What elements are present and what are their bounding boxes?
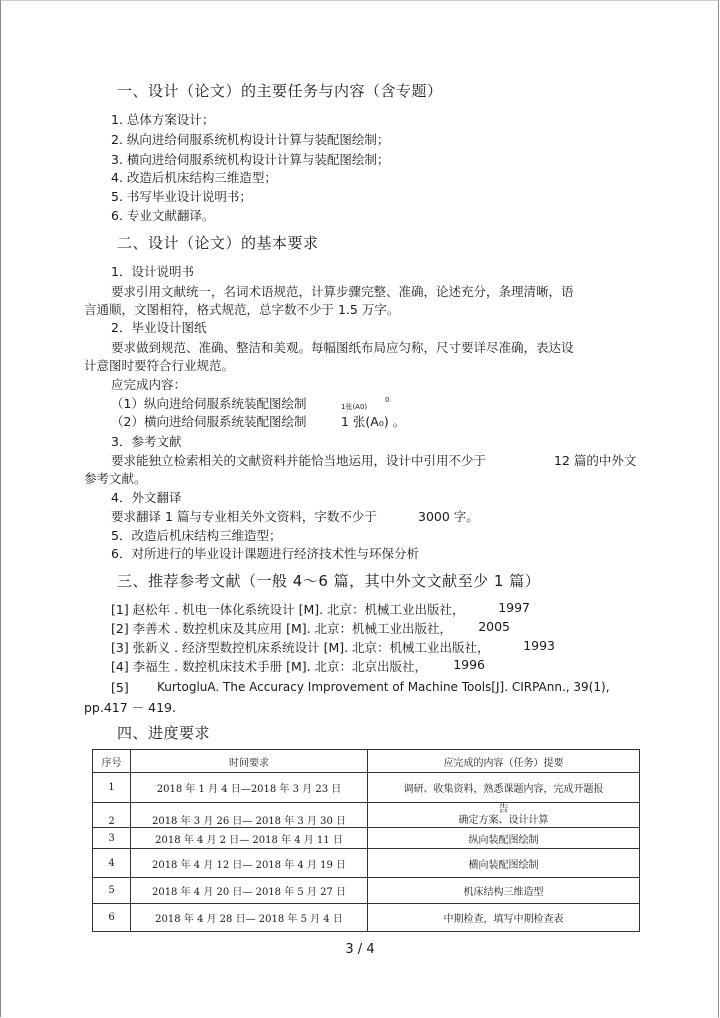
ref-3 <box>111 638 555 656</box>
req3-line1b: 12 篇的中外文 <box>554 453 637 468</box>
req3-line1a: 要求能独立检索相关的文献资料并能恰当地运用，设计中引用不少于 <box>111 453 487 468</box>
req6: 6．对所进行的毕业设计课题进行经济技术性与环保分析 <box>111 546 419 561</box>
ref-3-year: 1993 <box>523 638 555 653</box>
ref-5-num: [5] <box>111 680 129 695</box>
ref-4-text: [4] 李福生 . 数控机床技术手册 [M]. 北京：北京出版社， <box>111 659 428 674</box>
table-row <box>93 904 640 932</box>
section3-heading: 三、推荐参考文献（一般 4～6 篇，其中外文文献至少 1 篇） <box>117 572 541 590</box>
req4-line1a: 要求翻译 1 篇与专业相关外文资料，字数不少于 <box>111 509 377 524</box>
task-item-3: 3. 横向进给伺服系统机构设计计算与装配图绘制； <box>111 152 390 167</box>
drawing-1: （1）纵向进给伺服系统装配图绘制 <box>111 396 307 411</box>
row-task: 机床结构三维造型 <box>368 878 640 904</box>
req1-line2: 言通顺，文图相符，格式规范，总字数不少于 1.5 万字。 <box>84 302 400 317</box>
drawing-2: （2）横向进给伺服系统装配图绘制 <box>111 414 307 429</box>
row-task: 确定方案、设计计算 <box>458 815 549 826</box>
section4-heading: 四、进度要求 <box>117 724 211 742</box>
row-time: 2018 年 4 月 12 日— 2018 年 4 月 19 日 <box>131 849 368 878</box>
req3-line2: 参考文献。 <box>84 471 147 486</box>
section2-heading: 二、设计（论文）的基本要求 <box>117 234 319 252</box>
col-header-time: 时间要求 <box>131 750 368 773</box>
row-task: 纵向装配图绘制 <box>368 828 640 849</box>
task-item-5: 5. 书写毕业设计说明书； <box>111 189 252 204</box>
drawing-2-qty: 1 张(A₀) 。 <box>341 414 406 429</box>
req4-line1b: 3000 字。 <box>418 509 479 524</box>
ref-4-year: 1996 <box>453 657 485 672</box>
ref-2 <box>111 619 510 637</box>
table-row <box>93 878 640 904</box>
table-row <box>93 849 640 878</box>
row-task-continuation: 告 <box>498 804 509 815</box>
req2-line1: 要求做到规范、准确、整洁和美观。每幅图纸布局应匀称，尺寸要详尽准确，表达设 <box>111 340 574 355</box>
task-item-4: 4. 改造后机床结构三维造型； <box>111 170 277 185</box>
row-time: 2018 年 1 月 4 日—2018 年 3 月 23 日 <box>131 773 368 803</box>
row-no: 6 <box>93 904 131 932</box>
row-no: 4 <box>93 849 131 878</box>
req2-title: 2．毕业设计图纸 <box>111 320 207 335</box>
schedule-table <box>92 749 640 932</box>
row-no: 3 <box>93 828 131 849</box>
row-task: 调研、收集资料，熟悉课题内容，完成开题报 <box>368 773 640 803</box>
col-header-no: 序号 <box>93 750 131 773</box>
row-time: 2018 年 4 月 28 日— 2018 年 5 月 4 日 <box>131 904 368 932</box>
task-item-1: 1. 总体方案设计； <box>111 112 215 127</box>
ref-1 <box>111 600 530 618</box>
req1-title: 1．设计说明书 <box>111 264 194 279</box>
row-no: 2 <box>93 803 131 828</box>
row-time: 2018 年 3 月 26 日— 2018 年 3 月 30 日 <box>131 803 368 828</box>
table-row <box>93 773 640 803</box>
req4-title: 4．外文翻译 <box>111 490 182 505</box>
drawing-1-small-qty: 1张(A0) <box>341 403 368 411</box>
ref-3-text: [3] 张新义 . 经济型数控机床系统设计 [M]. 北京：机械工业出版社， <box>111 640 490 655</box>
table-row <box>93 803 640 828</box>
ref-2-year: 2005 <box>478 619 510 634</box>
row-task-cell <box>368 803 640 828</box>
req2-line2: 计意图时要符合行业规范。 <box>84 358 235 373</box>
row-no: 1 <box>93 773 131 803</box>
ref-2-text: [2] 李善术 . 数控机床及其应用 [M]. 北京：机械工业出版社， <box>111 621 453 636</box>
ref-1-year: 1997 <box>498 600 530 615</box>
table-header-row <box>93 750 640 773</box>
req3-title: 3．参考文献 <box>111 434 182 449</box>
drawing-1-end: 0 <box>385 396 390 404</box>
req1-line1: 要求引用文献统一，名词术语规范，计算步骤完整、准确，论述充分，条理清晰，语 <box>111 284 574 299</box>
row-task: 中期检查，填写中期检查表 <box>368 904 640 932</box>
col-header-task: 应完成的内容（任务）提要 <box>368 750 640 773</box>
task-item-2: 2. 纵向进给伺服系统机构设计计算与装配图绘制； <box>111 132 390 147</box>
ref-5-line2: pp.417 － 419. <box>84 700 176 715</box>
should-complete-label: 应完成内容： <box>111 377 187 392</box>
table-row <box>93 828 640 849</box>
page-number: 3 / 4 <box>345 942 375 957</box>
task-item-6: 6. 专业文献翻译。 <box>111 208 215 223</box>
section1-heading: 一、设计（论文）的主要任务与内容（含专题） <box>117 82 443 100</box>
ref-1-text: [1] 赵松年 . 机电一体化系统设计 [M]. 北京：机械工业出版社， <box>111 602 465 617</box>
row-task: 横向装配图绘制 <box>368 849 640 878</box>
ref-4 <box>111 657 485 675</box>
row-no: 5 <box>93 878 131 904</box>
req5: 5．改造后机床结构三维造型； <box>111 528 282 543</box>
row-time: 2018 年 4 月 20 日— 2018 年 5 月 27 日 <box>131 878 368 904</box>
ref-5-text: KurtogluA. The Accuracy Improvement of Machine Tools[J]. CIRPAnn., 39(1), <box>157 680 610 694</box>
row-time: 2018 年 4 月 2 日— 2018 年 4 月 11 日 <box>131 828 368 849</box>
